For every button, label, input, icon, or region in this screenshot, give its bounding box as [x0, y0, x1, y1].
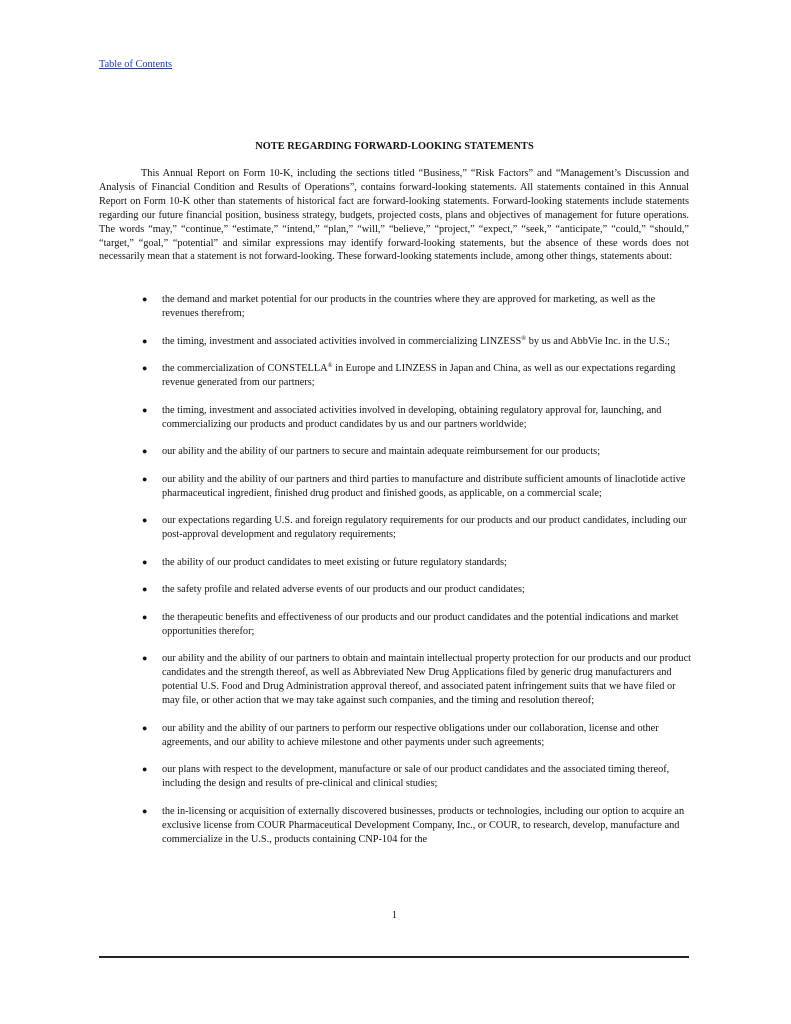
bullet-item [99, 404, 692, 432]
table-of-contents-link[interactable]: Table of Contents [99, 59, 173, 70]
bullet-icon: ● [142, 294, 148, 304]
bullet-icon: ● [142, 764, 148, 775]
bullet-icon: ● [142, 653, 148, 664]
bullet-text: our ability and the ability of our partners to perform our respective obligations under our collaboration, license and other agreements, and our ability to achieve milestone and other payments under such agreements; [162, 722, 659, 748]
registered-mark: ® [327, 362, 333, 370]
bullet-text: the timing, investment and associated activities involved in developing, obtaining regulatory approval for, launching, and commercializing our products and product candidates by us and our partners worldwide; [162, 404, 662, 430]
bullet-item [99, 805, 692, 847]
bullet-text: our plans with respect to the development, manufacture or sale of our product candidates and the associated timing thereof, including the design and results of pre-clinical and clinical studies; [162, 764, 670, 790]
bullet-text: our ability and the ability of our partners to obtain and maintain intellectual property protection for our products and our product candidates and the strength thereof, as well as Abbreviated New Drug Applications filed by generic drug manufacturers and potential U.S. Food and Drug Administration approval thereof, and associated patent infringement suits that we have filed or may file, or other action that we may take against such companies, and the timing and resolution thereof; [162, 653, 691, 707]
bullet-icon: ● [142, 363, 148, 374]
bullet-text: our ability and the ability of our partners to secure and maintain adequate reimbursement for our products; [162, 446, 601, 458]
bullet-icon: ● [142, 446, 148, 457]
bullet-item [99, 473, 692, 501]
bullet-icon: ● [142, 515, 148, 526]
bullet-text: our ability and the ability of our partners and third parties to manufacture and distribute sufficient amounts of linaclotide active pharmaceutical ingredient, finished drug product and finished goods, as applicable, on a commercial scale; [162, 473, 686, 499]
bullet-item [99, 335, 692, 349]
bullet-icon: ● [142, 404, 148, 415]
bullet-item [99, 445, 692, 459]
bullet-item [99, 583, 692, 597]
page-divider [99, 956, 689, 958]
bullet-item [99, 722, 692, 750]
bullet-item [99, 362, 692, 390]
bullet-icon: ● [142, 722, 148, 733]
bullet-item [99, 611, 692, 639]
bullet-icon: ● [142, 611, 148, 622]
bullet-text-continued: by us and AbbVie Inc. in the U.S.; [526, 335, 670, 347]
registered-mark: ® [521, 334, 527, 342]
bullet-item [99, 293, 692, 321]
bullet-icon: ● [142, 584, 148, 595]
page-number: 1 [391, 910, 398, 921]
bullet-text: the timing, investment and associated activities involved in commercializing LINZESS [162, 335, 522, 347]
bullet-icon: ● [142, 473, 148, 484]
bullet-text: the safety profile and related adverse events of our products and our product candidates; [162, 584, 525, 596]
bullet-text: the demand and market potential for our products in the countries where they are approved for marketing, as well as the revenues therefrom; [162, 294, 656, 319]
bullet-item [99, 514, 692, 542]
bullet-item [99, 652, 692, 708]
bullet-text: our expectations regarding U.S. and foreign regulatory requirements for our products and our product candidates, including our post-approval development and regulatory requirements; [162, 515, 687, 541]
bullet-text: the ability of our product candidates to meet existing or future regulatory standards; [162, 556, 507, 568]
section-heading: NOTE REGARDING FORWARD-LOOKING STATEMENTS [255, 141, 534, 152]
bullet-text: the in-licensing or acquisition of externally discovered businesses, products or technologies, including our option to acquire an exclusive license from COUR Pharmaceutical Development Company, Inc., or COUR, to research, develop, manufacture and commercialize in the U.S., products containing CNP-104 for the [162, 805, 685, 845]
bullet-item [99, 763, 692, 791]
bullet-icon: ● [142, 556, 148, 567]
bullet-text: the therapeutic benefits and effectiveness of our products and our product candidates and the potential indications and market opportunities therefor; [162, 611, 679, 637]
bullet-icon: ● [142, 335, 148, 346]
intro-paragraph: This Annual Report on Form 10-K, including the sections titled “Business,” “Risk Factors” and “Management’s Discussion and Analysis of Financial Condition and Results of Operations”, contains forward-looking statements. All statements contained in this Annual Report on Form 10-K other than statements of historical fact are forward-looking statements. Forward-looking statements include statements regarding our future financial position, business strategy, budgets, projected costs, plans and objectives of management for future operations. The words “may,” “continue,” “estimate,” “intend,” “plan,” “will,” “believe,” “project,” “expect,” “seek,” “anticipate,” “could,” “should,” “target,” “goal,” “potential” and similar expressions may identify forward-looking statements, but the absence of these words does not necessarily mean that a statement is not forward-looking. These forward-looking statements include, among other things, statements about: [99, 168, 689, 263]
bullet-item [99, 556, 692, 570]
bullet-icon: ● [142, 805, 148, 816]
forward-looking-bullet-list [99, 293, 692, 860]
bullet-text: the commercialization of CONSTELLA [162, 363, 328, 375]
bullet-text-continued: in Europe and LINZESS in Japan and China, as well as our expectations regarding revenue generated from our partners; [162, 363, 676, 388]
